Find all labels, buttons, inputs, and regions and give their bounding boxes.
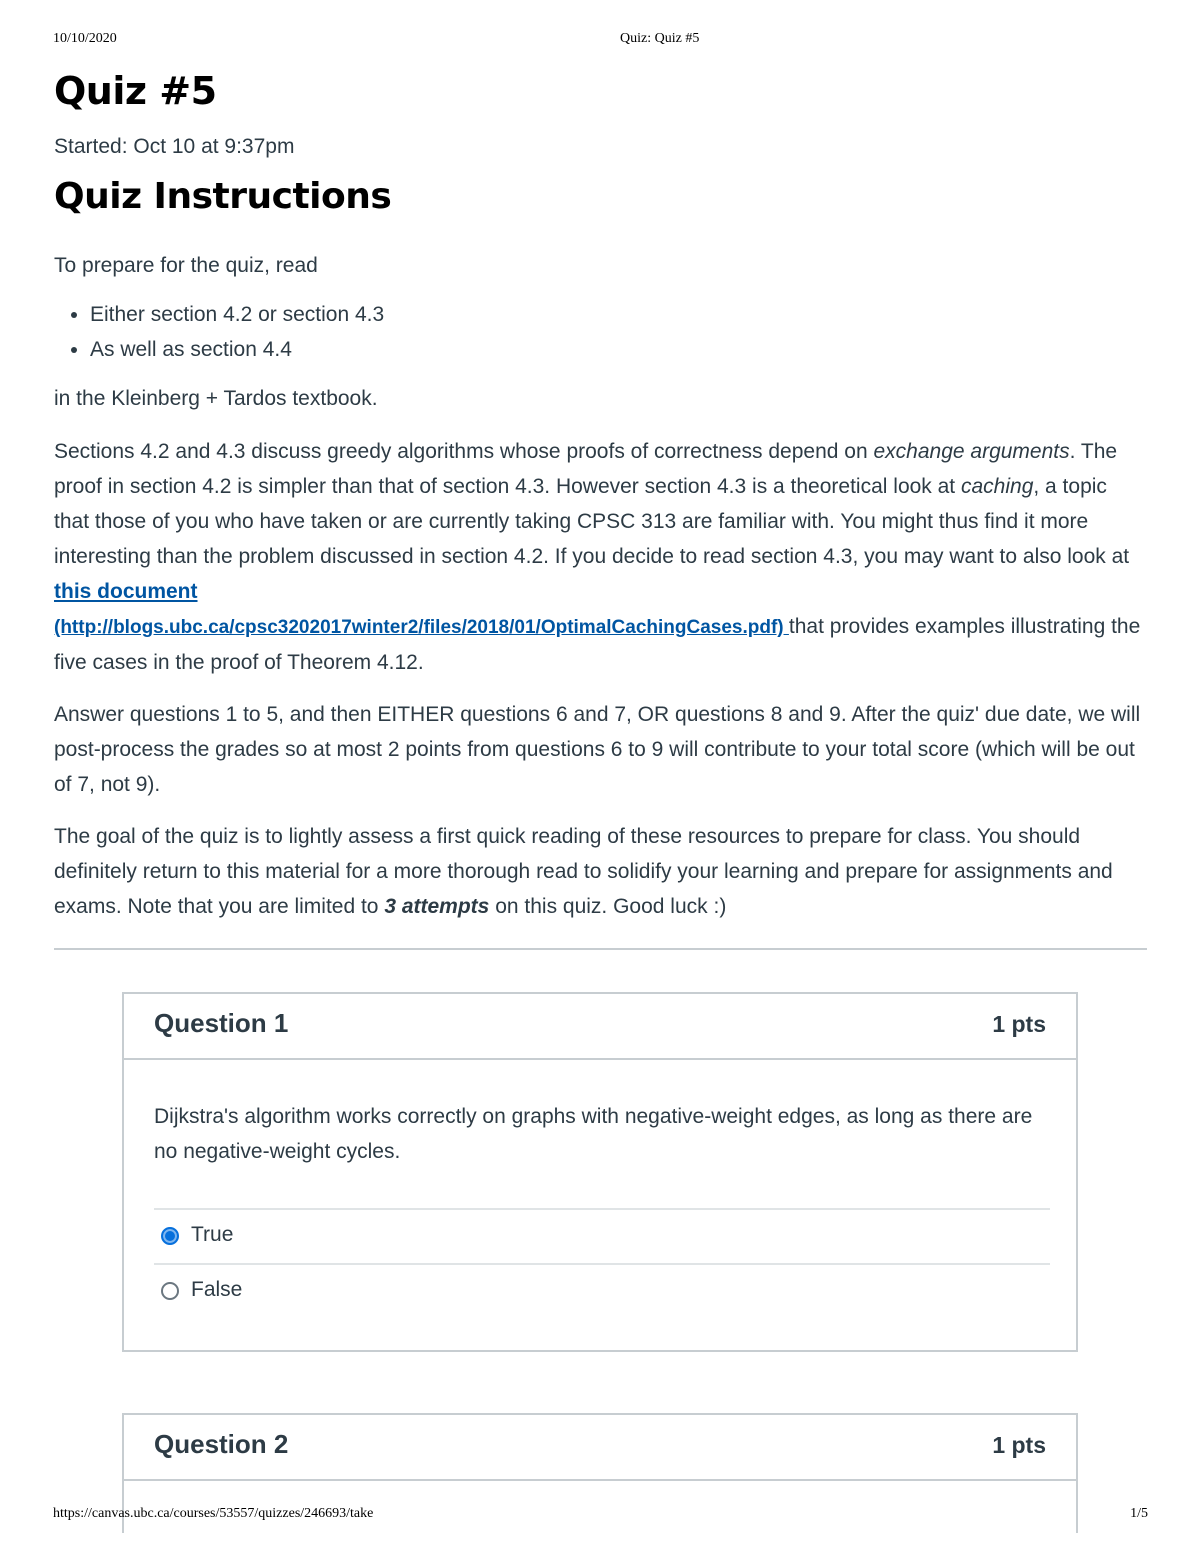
text-span: The goal of the quiz is to lightly assess a first quick reading of these resources to prepare for class. You should definitely return to this material for a more thorough read to solidify your learning and prepare for assignments and exams. Note that you are limited to (54, 825, 1113, 918)
radio-unselected-icon[interactable] (161, 1282, 179, 1300)
print-footer (0, 1506, 1200, 1526)
divider (54, 948, 1147, 950)
document-link[interactable]: this document (54, 580, 198, 603)
text-span: . The proof in section 4.2 is simpler than that of section 4.3. However section 4.3 is a theoretical look at (54, 440, 1118, 498)
quiz-content (54, 60, 1147, 924)
instructions-heading: Quiz Instructions (54, 176, 392, 217)
list-item: • As well as section 4.4 (90, 332, 1147, 367)
question-points: 1 pts (992, 1011, 1046, 1037)
question-title: Question 1 (154, 1008, 289, 1038)
instructions-sections (54, 434, 1147, 680)
text-span: , a topic that those of you who have taken or are currently taking CPSC 313 are familiar with. You might thus find it more interesting than the problem discussed in section 4.2. If you decide to read section 4.3, you may want to also look at (54, 475, 1130, 568)
emphasis-caching: caching (960, 475, 1034, 498)
started-timestamp: Started: Oct 10 at 9:37pm (54, 135, 295, 158)
answer-option-false[interactable] (154, 1263, 1050, 1318)
radio-selected-icon[interactable] (161, 1227, 179, 1245)
print-header (0, 31, 1200, 51)
print-url: https://canvas.ubc.ca/courses/53557/quizzes/246693/take (53, 1506, 374, 1521)
question-header (124, 1415, 1076, 1481)
question-title: Question 2 (154, 1429, 289, 1459)
page-title: Quiz #5 (54, 69, 217, 113)
print-title: Quiz: Quiz #5 (620, 31, 700, 46)
print-date: 10/10/2020 (53, 31, 117, 46)
text-span: Sections 4.2 and 4.3 discuss greedy algorithms whose proofs of correctness depend on (54, 440, 874, 463)
question-points: 1 pts (992, 1432, 1046, 1458)
question-text: Dijkstra's algorithm works correctly on graphs with negative-weight edges, as long as there are no negative-weight cycles. (154, 1105, 1033, 1163)
question-1-card (122, 992, 1078, 1352)
list-item: • Either section 4.2 or section 4.3 (90, 297, 1147, 332)
instructions-textbook: in the Kleinberg + Tardos textbook. (54, 387, 378, 410)
answer-label: False (191, 1278, 243, 1301)
text-span: that provides examples illustrating the five cases in the proof of Theorem 4.12. (54, 615, 1141, 674)
emphasis-exchange-arguments: exchange arguments (873, 440, 1070, 463)
document-url-link[interactable]: (http://blogs.ubc.ca/cpsc3202017winter2/files/2018/01/OptimalCachingCases.pdf) (54, 617, 789, 638)
text-span: on this quiz. Good luck :) (489, 895, 727, 918)
question-header (124, 994, 1076, 1060)
answer-label: True (191, 1223, 234, 1246)
page-number: 1/5 (1130, 1506, 1148, 1521)
emphasis-attempts: 3 attempts (384, 895, 490, 918)
reading-list (54, 297, 1147, 367)
instructions-answer: Answer questions 1 to 5, and then EITHER questions 6 and 7, OR questions 8 and 9. After the quiz' due date, we will post-process the grades so at most 2 points from questions 6 to 9 will contribute to your total score (which will be out of 7, not 9). (54, 703, 1141, 796)
answer-option-true[interactable] (154, 1208, 1050, 1263)
instructions-goal (54, 819, 1147, 924)
answer-list (154, 1208, 1050, 1318)
instructions-prepare: To prepare for the quiz, read (54, 254, 318, 277)
